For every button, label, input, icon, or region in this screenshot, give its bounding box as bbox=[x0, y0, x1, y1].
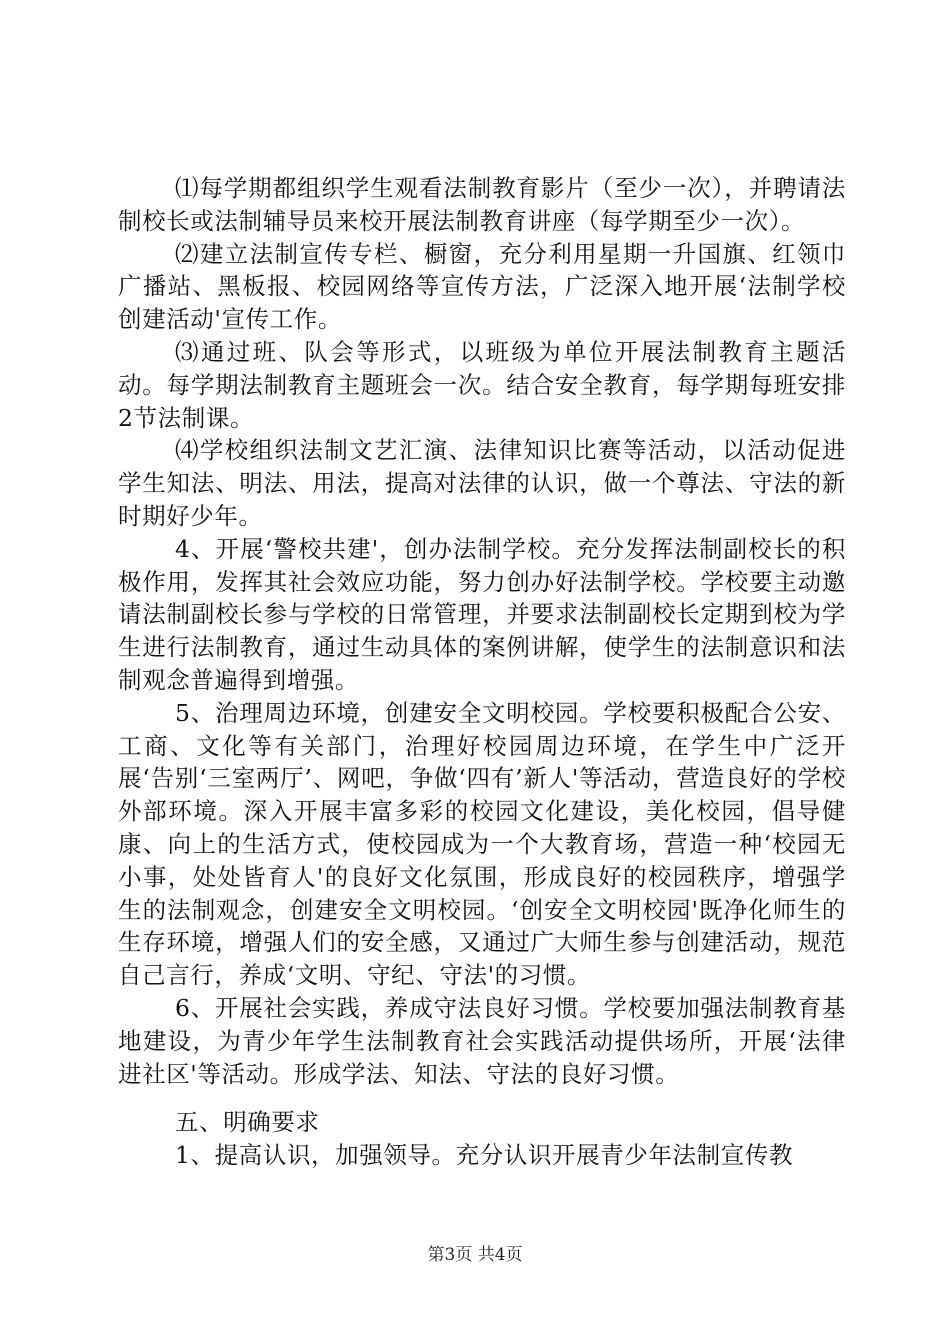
paragraph-social-practice: 6、开展社会实践，养成守法良好习惯。学校要加强法制教育基地建设，为青少年学生法制教育社会实践活动提供场所，开展‘法律进社区'等活动。形成学法、知法、守法的良好习惯。 bbox=[118, 993, 846, 1088]
page-number-footer: 第3页 共4页 bbox=[427, 1245, 523, 1265]
paragraph-class-activities: ⑶通过班、队会等形式，以班级为单位开展法制教育主题活动。每学期法制教育主题班会一次。结合安全教育，每学期每班安排2节法制课。 bbox=[118, 337, 846, 432]
paragraph-requirements-1: 1、提高认识，加强领导。充分认识开展青少年法制宣传教 bbox=[175, 1141, 794, 1170]
paragraph-campus-environment: 5、治理周边环境，创建安全文明校园。学校要积极配合公安、工商、文化等有关部门，治理好校园周边环境，在学生中广泛开展‘告别‘三室两厅’、网吧，争做‘四有’新人'等活动，营造良好的学校外部环境。深入开展丰富多彩的校园文化建设，美化校园，倡导健康、向上的生活方式，使校园成为一个大教育场，营造一种‘校园无小事，处处皆育人'的良好文化氛围，形成良好的校园秩序，增强学生的法制观念，创建安全文明校园。‘创安全文明校园'既净化师生的生存环境，增强人们的安全感，又通过广大师生参与创建活动，规范自己言行，养成‘文明、守纪、守法'的习惯。 bbox=[118, 698, 846, 990]
paragraph-art-competitions: ⑷学校组织法制文艺汇演、法律知识比赛等活动，以活动促进学生知法、明法、用法，提高对法律的认识，做一个尊法、守法的新时期好少年。 bbox=[118, 436, 846, 530]
section-heading: 五、明确要求 bbox=[175, 1108, 320, 1137]
document-body bbox=[118, 172, 846, 1172]
paragraph-film-lectures: ⑴每学期都组织学生观看法制教育影片（至少一次），并聘请法制校长或法制辅导员来校开展法制教育讲座（每学期至少一次）。 bbox=[118, 174, 846, 235]
paragraph-publicity-column: ⑵建立法制宣传专栏、橱窗，充分利用星期一升国旗、红领巾广播站、黑板报、校园网络等宣传方法，广泛深入地开展‘法制学校创建活动'宣传工作。 bbox=[118, 239, 846, 334]
paragraph-police-school: 4、开展‘警校共建'，创办法制学校。充分发挥法制副校长的积极作用，发挥其社会效应功能，努力创办好法制学校。学校要主动邀请法制副校长参与学校的日常管理，并要求法制副校长定期到校为学生进行法制教育，通过生动具体的案例讲解，使学生的法制意识和法制观念普遍得到增强。 bbox=[118, 534, 846, 694]
